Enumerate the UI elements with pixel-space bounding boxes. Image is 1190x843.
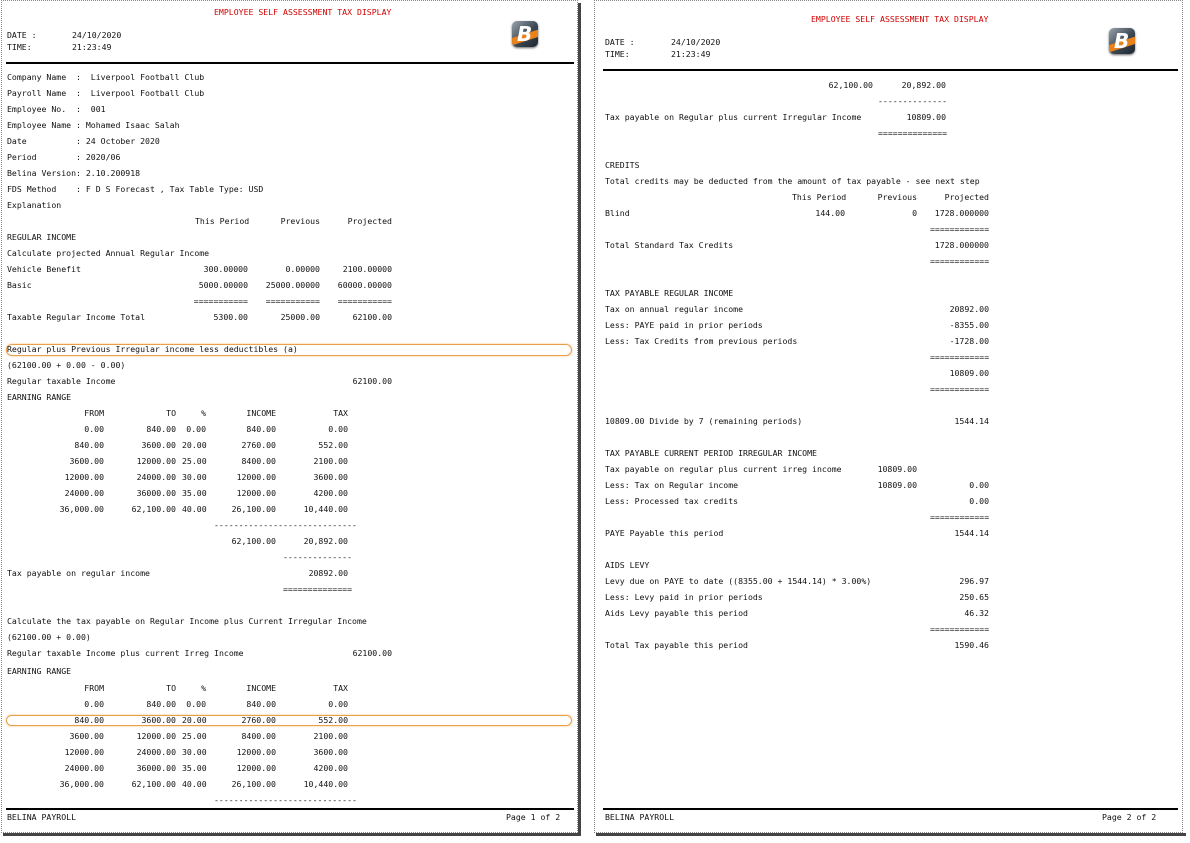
eq-line-projected: =========== <box>337 296 392 306</box>
range2-header-tax: TAX <box>333 683 348 693</box>
range-row-4-income: 12000.00 <box>236 472 276 482</box>
range2-row-1-income: 840.00 <box>246 699 276 709</box>
less-processed-value: 0.00 <box>969 496 989 506</box>
reg-taxable-label: Regular taxable Income <box>7 376 116 386</box>
less-credits-label: Less: Tax Credits from previous periods <box>605 336 798 346</box>
range-header-pct: % <box>201 408 206 418</box>
levy-payable-label: Aids Levy payable this period <box>605 608 748 618</box>
reg-taxable-irreg-value: 62100.00 <box>352 648 392 658</box>
section-aids-levy: AIDS LEVY <box>605 560 650 570</box>
range-row-5-income: 12000.00 <box>236 488 276 498</box>
range2-header-to: TO <box>166 683 176 693</box>
range-row-5-to: 36000.00 <box>136 488 176 498</box>
tax-regular-eq-line: ============== <box>283 584 353 594</box>
footer-company: BELINA PAYROLL <box>7 812 77 822</box>
blind-eq: ============ <box>930 224 990 234</box>
basic-label: Basic <box>7 280 32 290</box>
range-row-4-tax: 3600.00 <box>313 472 348 482</box>
blind-this: 144.00 <box>815 208 845 218</box>
time-label-2: TIME: <box>605 49 630 59</box>
report-page-1[interactable] <box>1 0 578 833</box>
vehicle-this: 300.00000 <box>203 264 248 274</box>
std-credits-eq: ============ <box>930 256 990 266</box>
range-row-2-tax: 552.00 <box>318 440 348 450</box>
vehicle-previous: 0.00000 <box>285 264 320 274</box>
reg-taxable-irreg-label: Regular taxable Income plus current Irreg Income <box>7 648 244 658</box>
report-title: EMPLOYEE SELF ASSESSMENT TAX DISPLAY <box>214 7 392 17</box>
header-rule <box>6 62 574 64</box>
range2-row-6-pct: 40.00 <box>182 779 207 789</box>
fds-method: FDS Method : F D S Forecast , Tax Table Type: USD <box>7 184 264 194</box>
range-row-6-tax: 10,440.00 <box>303 504 348 514</box>
page-number-2: Page 2 of 2 <box>1102 812 1157 822</box>
range-row-1-pct: 0.00 <box>186 424 206 434</box>
range2-row-3-tax: 2100.00 <box>313 731 348 741</box>
less-paye-value: -8355.00 <box>949 320 989 330</box>
blind-previous: 0 <box>912 208 917 218</box>
taxable-total-projected: 62100.00 <box>352 312 392 322</box>
col-projected: Projected <box>347 216 392 226</box>
calc-current-label: Calculate the tax payable on Regular Income plus Current Irregular Income <box>7 616 367 626</box>
range-row-3-income: 8400.00 <box>241 456 276 466</box>
less-processed-label: Less: Processed tax credits <box>605 496 739 506</box>
range-row-4-from: 12000.00 <box>64 472 104 482</box>
explanation-label: Explanation <box>7 200 62 210</box>
time-label: TIME: <box>7 42 32 52</box>
tax-reg-irreg-eq: ============== <box>878 128 948 138</box>
report-time-2: 21:23:49 <box>671 49 711 59</box>
range2-row-4-tax: 3600.00 <box>313 747 348 757</box>
page-1-shadow <box>3 833 581 836</box>
range2-row-6-tax: 10,440.00 <box>303 779 348 789</box>
earning-range-label: EARNING RANGE <box>7 392 72 402</box>
range2-row-1-to: 840.00 <box>146 699 176 709</box>
less-credits-value: -1728.00 <box>949 336 989 346</box>
top-total-income: 62,100.00 <box>828 80 873 90</box>
formula-2: (62100.00 + 0.00) <box>7 632 91 642</box>
range2-row-3-to: 12000.00 <box>136 731 176 741</box>
range2-row-4-to: 24000.00 <box>136 747 176 757</box>
report-date-2: 24/10/2020 <box>671 37 721 47</box>
company-name: Company Name : Liverpool Football Club <box>7 72 205 82</box>
tax-reg-irreg-value: 10809.00 <box>906 112 946 122</box>
range-row-6-income: 26,100.00 <box>231 504 276 514</box>
range-header-from: FROM <box>84 408 104 418</box>
range2-row-2-pct: 20.00 <box>182 715 207 725</box>
range2-row-2-from: 840.00 <box>74 715 104 725</box>
tax-regular-value: 20892.00 <box>308 568 348 578</box>
vehicle-projected: 2100.00000 <box>342 264 392 274</box>
paye-payable-label: PAYE Payable this period <box>605 528 724 538</box>
report-page-2[interactable] <box>594 0 1183 833</box>
top-total-tax: 20,892.00 <box>901 80 946 90</box>
range2-dash-line: ----------------------------- <box>214 795 357 805</box>
earning-range-label-2: EARNING RANGE <box>7 666 72 676</box>
range-row-3-to: 12000.00 <box>136 456 176 466</box>
range2-row-6-to: 62,100.00 <box>131 779 176 789</box>
basic-projected: 60000.00000 <box>337 280 392 290</box>
range-header-to: TO <box>166 408 176 418</box>
tax-regular-label: Tax payable on regular income <box>7 568 150 578</box>
section-tax-payable-irregular: TAX PAYABLE CURRENT PERIOD IRREGULAR INCOME <box>605 448 817 458</box>
range2-row-5-tax: 4200.00 <box>313 763 348 773</box>
range-row-5-from: 24000.00 <box>64 488 104 498</box>
total-std-credits-value: 1728.000000 <box>934 240 989 250</box>
reg-taxable-value: 62100.00 <box>352 376 392 386</box>
levy-paid-label: Less: Levy paid in prior periods <box>605 592 763 602</box>
tax-reg-irreg-label: Tax payable on Regular plus current Irregular Income <box>605 112 862 122</box>
less-tax-reg-label: Less: Tax on Regular income <box>605 480 739 490</box>
range-row-4-to: 24000.00 <box>136 472 176 482</box>
range2-header-income: INCOME <box>246 683 276 693</box>
date-label: DATE : <box>7 30 37 40</box>
less-tax-reg-net: 0.00 <box>969 480 989 490</box>
range2-row-4-pct: 30.00 <box>182 747 207 757</box>
section-tax-payable-regular: TAX PAYABLE REGULAR INCOME <box>605 288 734 298</box>
vehicle-benefit-label: Vehicle Benefit <box>7 264 81 274</box>
range2-row-5-to: 36000.00 <box>136 763 176 773</box>
range-row-6-to: 62,100.00 <box>131 504 176 514</box>
range2-row-6-from: 36,000.00 <box>59 779 104 789</box>
belina-logo-icon: B <box>512 21 538 47</box>
range-row-2-pct: 20.00 <box>182 440 207 450</box>
date-label-2: DATE : <box>605 37 635 47</box>
eq-line-previous: =========== <box>265 296 320 306</box>
range-row-1-to: 840.00 <box>146 424 176 434</box>
range2-row-2-income: 2760.00 <box>241 715 276 725</box>
range-row-2-income: 2760.00 <box>241 440 276 450</box>
irreg-eq: ============ <box>930 512 990 522</box>
report-date-line: Date : 24 October 2020 <box>7 136 160 146</box>
range-row-2-from: 840.00 <box>74 440 104 450</box>
footer-rule-2 <box>603 808 1178 810</box>
range2-row-4-income: 12000.00 <box>236 747 276 757</box>
levy-paid-value: 250.65 <box>959 592 989 602</box>
belina-version: Belina Version: 2.10.200918 <box>7 168 141 178</box>
taxable-total-this: 5300.00 <box>213 312 248 322</box>
range2-row-2-tax: 552.00 <box>318 715 348 725</box>
divide-label: 10809.00 Divide by 7 (remaining periods) <box>605 416 803 426</box>
blind-label: Blind <box>605 208 630 218</box>
section-regular-income: REGULAR INCOME <box>7 232 77 242</box>
levy-payable-value: 46.32 <box>964 608 989 618</box>
calc-projected-label: Calculate projected Annual Regular Income <box>7 248 210 258</box>
paye-payable-value: 1544.14 <box>954 528 989 538</box>
footer-company-2: BELINA PAYROLL <box>605 812 675 822</box>
tax-irreg-label: Tax payable on regular plus current irreg income <box>605 464 842 474</box>
range2-row-5-income: 12000.00 <box>236 763 276 773</box>
range2-row-1-tax: 0.00 <box>328 699 348 709</box>
range-dash-line: ----------------------------- <box>214 520 357 530</box>
range2-row-1-from: 0.00 <box>84 699 104 709</box>
range2-row-2-to: 3600.00 <box>141 715 176 725</box>
range2-row-3-income: 8400.00 <box>241 731 276 741</box>
formula-1: (62100.00 + 0.00 - 0.00) <box>7 360 126 370</box>
period: Period : 2020/06 <box>7 152 121 162</box>
range-total-income: 62,100.00 <box>231 536 276 546</box>
levy-due-label: Levy due on PAYE to date ((8355.00 + 1544.14) * 3.00%) <box>605 576 872 586</box>
employee-name: Employee Name : Mohamed Isaac Salah <box>7 120 180 130</box>
range2-row-6-income: 26,100.00 <box>231 779 276 789</box>
range-row-1-from: 0.00 <box>84 424 104 434</box>
col-previous: Previous <box>280 216 320 226</box>
reg-plus-prev-label: Regular plus Previous Irregular income less deductibles (a) <box>7 344 298 354</box>
page-number: Page 1 of 2 <box>506 812 561 822</box>
range-row-1-tax: 0.00 <box>328 424 348 434</box>
report-date: 24/10/2020 <box>72 30 122 40</box>
range-header-income: INCOME <box>246 408 276 418</box>
blind-projected: 1728.000000 <box>934 208 989 218</box>
range-row-5-tax: 4200.00 <box>313 488 348 498</box>
subtotal-value: 10809.00 <box>949 368 989 378</box>
page-2-shadow <box>596 833 1186 836</box>
subtotal-eq-top: ============ <box>930 352 990 362</box>
range-row-1-income: 840.00 <box>246 424 276 434</box>
page-1-shadow-side <box>578 3 581 836</box>
range2-header-from: FROM <box>84 683 104 693</box>
range-total-tax: 20,892.00 <box>303 536 348 546</box>
range-row-2-to: 3600.00 <box>141 440 176 450</box>
footer-rule <box>6 808 574 810</box>
range2-row-1-pct: 0.00 <box>186 699 206 709</box>
range-header-tax: TAX <box>333 408 348 418</box>
taxable-total-label: Taxable Regular Income Total <box>7 312 146 322</box>
top-dash-line: -------------- <box>878 96 948 106</box>
range2-row-5-pct: 35.00 <box>182 763 207 773</box>
total-dash-line: -------------- <box>283 552 353 562</box>
section-credits: CREDITS <box>605 160 640 170</box>
less-tax-reg-value: 10809.00 <box>877 480 917 490</box>
levy-eq: ============ <box>930 624 990 634</box>
eq-line-this: =========== <box>193 296 248 306</box>
report-time: 21:23:49 <box>72 42 112 52</box>
range-row-6-pct: 40.00 <box>182 504 207 514</box>
range2-row-3-pct: 25.00 <box>182 731 207 741</box>
range2-row-3-from: 3600.00 <box>69 731 104 741</box>
p2-col-previous: Previous <box>877 192 917 202</box>
tax-annual-label: Tax on annual regular income <box>605 304 744 314</box>
employee-no: Employee No. : 001 <box>7 104 106 114</box>
range-row-3-tax: 2100.00 <box>313 456 348 466</box>
subtotal-eq-bottom: ============ <box>930 384 990 394</box>
tax-annual-value: 20892.00 <box>949 304 989 314</box>
p2-col-projected: Projected <box>944 192 989 202</box>
belina-logo-icon-2: B <box>1109 28 1135 54</box>
total-tax-value: 1590.46 <box>954 640 989 650</box>
taxable-total-previous: 25000.00 <box>280 312 320 322</box>
report-title-2: EMPLOYEE SELF ASSESSMENT TAX DISPLAY <box>811 14 989 24</box>
range-row-3-from: 3600.00 <box>69 456 104 466</box>
range2-header-pct: % <box>201 683 206 693</box>
credits-note: Total credits may be deducted from the amount of tax payable - see next step <box>605 176 980 186</box>
payroll-name: Payroll Name : Liverpool Football Club <box>7 88 205 98</box>
range-row-4-pct: 30.00 <box>182 472 207 482</box>
range2-row-5-from: 24000.00 <box>64 763 104 773</box>
levy-due-value: 296.97 <box>959 576 989 586</box>
header-rule-2 <box>603 69 1178 71</box>
col-this-period: This Period <box>195 216 250 226</box>
total-std-credits-label: Total Standard Tax Credits <box>605 240 734 250</box>
total-tax-label: Total Tax payable this period <box>605 640 748 650</box>
divide-value: 1544.14 <box>954 416 989 426</box>
range-row-5-pct: 35.00 <box>182 488 207 498</box>
basic-previous: 25000.00000 <box>265 280 320 290</box>
range-row-6-from: 36,000.00 <box>59 504 104 514</box>
p2-col-this-period: This Period <box>792 192 847 202</box>
basic-this: 5000.00000 <box>198 280 248 290</box>
tax-irreg-value: 10809.00 <box>877 464 917 474</box>
less-paye-label: Less: PAYE paid in prior periods <box>605 320 763 330</box>
range-row-3-pct: 25.00 <box>182 456 207 466</box>
range2-row-4-from: 12000.00 <box>64 747 104 757</box>
